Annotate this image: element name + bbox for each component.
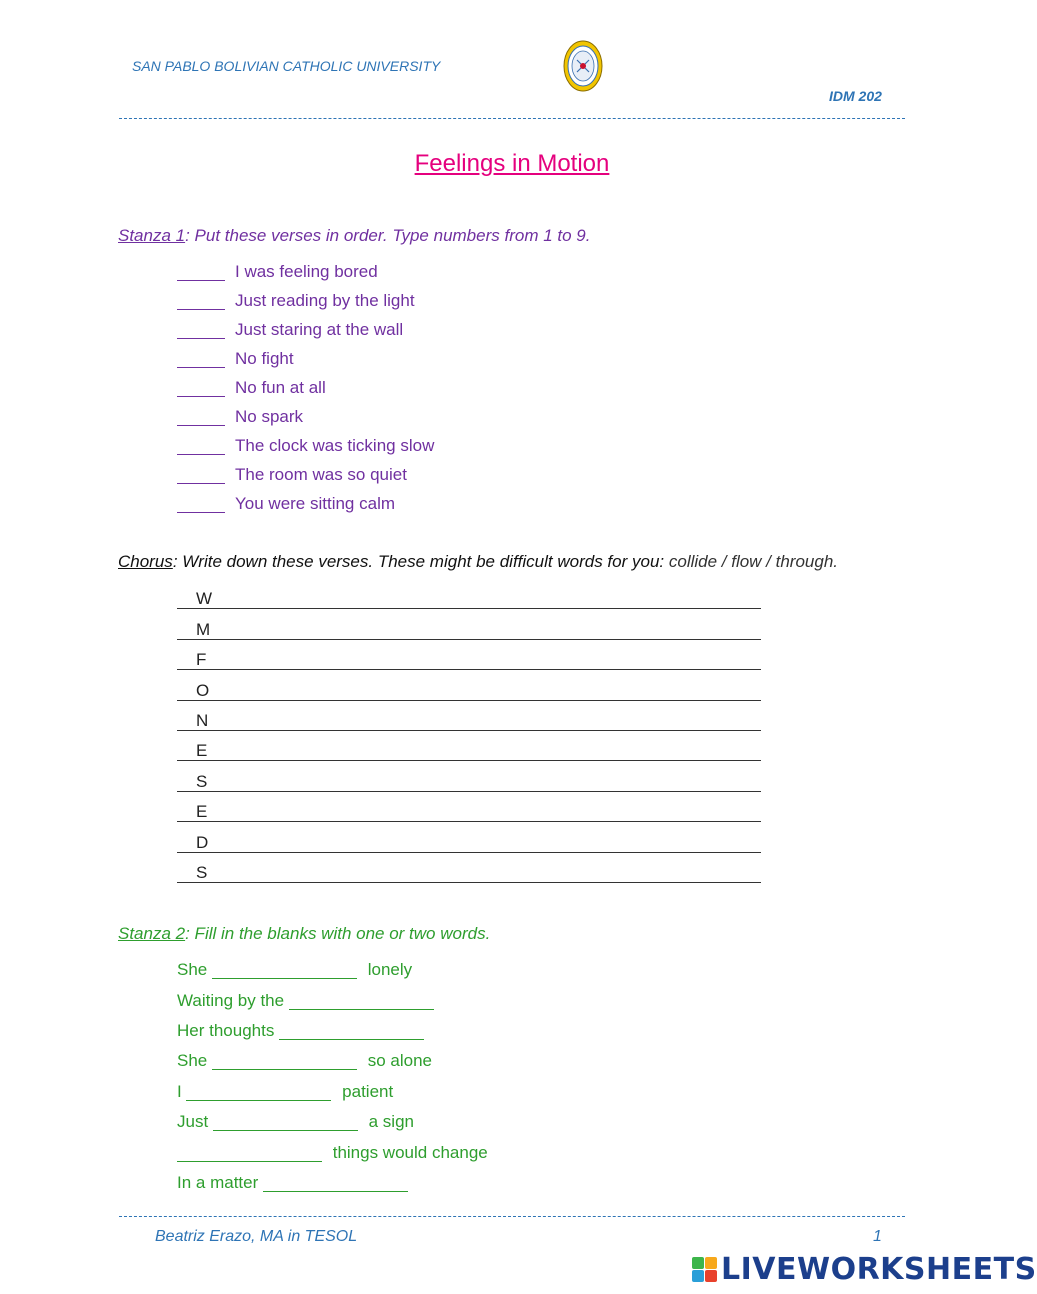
fill-text-before: She bbox=[177, 960, 212, 980]
order-input[interactable] bbox=[177, 466, 225, 484]
verse-row bbox=[177, 489, 434, 518]
verse-text: No fun at all bbox=[235, 377, 326, 397]
verse-row bbox=[177, 344, 434, 373]
stanza1-verse-list bbox=[177, 257, 434, 518]
chorus-line-input[interactable] bbox=[177, 585, 761, 615]
fill-row bbox=[177, 1137, 488, 1167]
order-input[interactable] bbox=[177, 263, 225, 281]
chorus-line-input[interactable] bbox=[177, 798, 761, 828]
verse-row bbox=[177, 286, 434, 315]
chorus-initial-letter: N bbox=[196, 710, 209, 730]
stanza2-fill-list bbox=[177, 955, 488, 1198]
chorus-initial-letter: S bbox=[196, 771, 208, 791]
chorus-line-input[interactable] bbox=[177, 615, 761, 645]
fill-blank-input[interactable] bbox=[279, 1022, 424, 1040]
fill-blank-input[interactable] bbox=[289, 992, 434, 1010]
chorus-initial-letter: S bbox=[196, 862, 208, 882]
fill-row bbox=[177, 955, 488, 985]
chorus-label: Chorus bbox=[118, 552, 173, 571]
fill-text-before: She bbox=[177, 1051, 212, 1071]
verse-row bbox=[177, 257, 434, 286]
order-input[interactable] bbox=[177, 321, 225, 339]
fill-row bbox=[177, 985, 488, 1015]
fill-row bbox=[177, 1077, 488, 1107]
chorus-line-input[interactable] bbox=[177, 707, 761, 737]
university-seal-icon bbox=[563, 40, 603, 92]
fill-blank-input[interactable] bbox=[186, 1083, 331, 1101]
verse-text: The room was so quiet bbox=[235, 464, 407, 484]
page-number: 1 bbox=[873, 1228, 882, 1245]
chorus-line-input[interactable] bbox=[177, 676, 761, 706]
verse-row bbox=[177, 460, 434, 489]
verse-text: Just reading by the light bbox=[235, 290, 415, 310]
verse-text: Just staring at the wall bbox=[235, 319, 404, 339]
stanza2-label: Stanza 2 bbox=[118, 924, 186, 943]
order-input[interactable] bbox=[177, 495, 225, 513]
verse-text: I was feeling bored bbox=[235, 261, 378, 281]
fill-text-after: patient bbox=[337, 1081, 394, 1101]
chorus-initial-letter: F bbox=[196, 650, 207, 670]
verse-text: The clock was ticking slow bbox=[235, 435, 435, 455]
chorus-initial-letter: O bbox=[196, 680, 210, 700]
fill-text-after: lonely bbox=[362, 960, 413, 980]
fill-blank-input[interactable] bbox=[263, 1174, 408, 1192]
fill-text-before: In a matter bbox=[177, 1172, 263, 1192]
verse-row bbox=[177, 431, 434, 460]
stanza1-instruction: : Put these verses in order. Type numbers from 1 to 9. bbox=[185, 226, 591, 245]
order-input[interactable] bbox=[177, 408, 225, 426]
fill-row bbox=[177, 1168, 488, 1198]
fill-blank-input[interactable] bbox=[212, 1052, 357, 1070]
header-divider bbox=[119, 118, 905, 119]
fill-row bbox=[177, 1016, 488, 1046]
chorus-line-input[interactable] bbox=[177, 828, 761, 858]
fill-text-after: things would change bbox=[328, 1142, 488, 1162]
liveworksheets-wordmark: LIVEWORKSHEETS bbox=[721, 1252, 1037, 1287]
fill-row bbox=[177, 1107, 488, 1137]
fill-text-after: so alone bbox=[362, 1051, 432, 1071]
verse-text: You were sitting calm bbox=[235, 493, 396, 513]
worksheet-title: Feelings in Motion bbox=[414, 150, 610, 177]
liveworksheets-logo[interactable] bbox=[692, 1252, 1037, 1287]
course-code: IDM 202 bbox=[829, 88, 882, 104]
fill-text-before: Waiting by the bbox=[177, 990, 289, 1010]
stanza1-heading bbox=[118, 226, 590, 246]
verse-row bbox=[177, 315, 434, 344]
stanza2-heading bbox=[118, 924, 490, 944]
author-name: Beatriz Erazo, MA in TESOL bbox=[155, 1228, 358, 1245]
stanza2-instruction: : Fill in the blanks with one or two words. bbox=[185, 924, 491, 943]
chorus-initial-letter: M bbox=[196, 619, 211, 639]
fill-blank-input[interactable] bbox=[213, 1113, 358, 1131]
chorus-heading bbox=[118, 552, 838, 572]
fill-text-before: I bbox=[177, 1081, 187, 1101]
order-input[interactable] bbox=[177, 437, 225, 455]
chorus-instruction: : Write down these verses. These might be difficult words for you: bbox=[172, 552, 665, 571]
fill-blank-input[interactable] bbox=[212, 961, 357, 979]
chorus-initial-letter: W bbox=[196, 589, 213, 609]
fill-text-before: Just bbox=[177, 1112, 213, 1132]
chorus-initial-letter: D bbox=[196, 832, 209, 852]
chorus-line-input[interactable] bbox=[177, 646, 761, 676]
fill-blank-input[interactable] bbox=[177, 1144, 322, 1162]
stanza1-label: Stanza 1 bbox=[118, 226, 186, 245]
chorus-line-input[interactable] bbox=[177, 767, 761, 797]
footer-divider bbox=[119, 1216, 905, 1217]
fill-text-before: Her thoughts bbox=[177, 1020, 280, 1040]
verse-row bbox=[177, 373, 434, 402]
chorus-difficult-words: collide / flow / through. bbox=[664, 552, 839, 571]
order-input[interactable] bbox=[177, 379, 225, 397]
chorus-initial-letter: E bbox=[196, 741, 208, 761]
university-name: SAN PABLO BOLIVIAN CATHOLIC UNIVERSITY bbox=[132, 58, 441, 74]
order-input[interactable] bbox=[177, 350, 225, 368]
liveworksheets-mark-icon bbox=[692, 1257, 717, 1282]
order-input[interactable] bbox=[177, 292, 225, 310]
verse-row bbox=[177, 402, 434, 431]
chorus-line-input[interactable] bbox=[177, 737, 761, 767]
fill-row bbox=[177, 1046, 488, 1076]
verse-text: No fight bbox=[235, 348, 294, 368]
fill-text-after: a sign bbox=[363, 1112, 414, 1132]
chorus-write-lines bbox=[177, 585, 761, 889]
chorus-initial-letter: E bbox=[196, 802, 208, 822]
chorus-line-input[interactable] bbox=[177, 859, 761, 889]
verse-text: No spark bbox=[235, 406, 304, 426]
